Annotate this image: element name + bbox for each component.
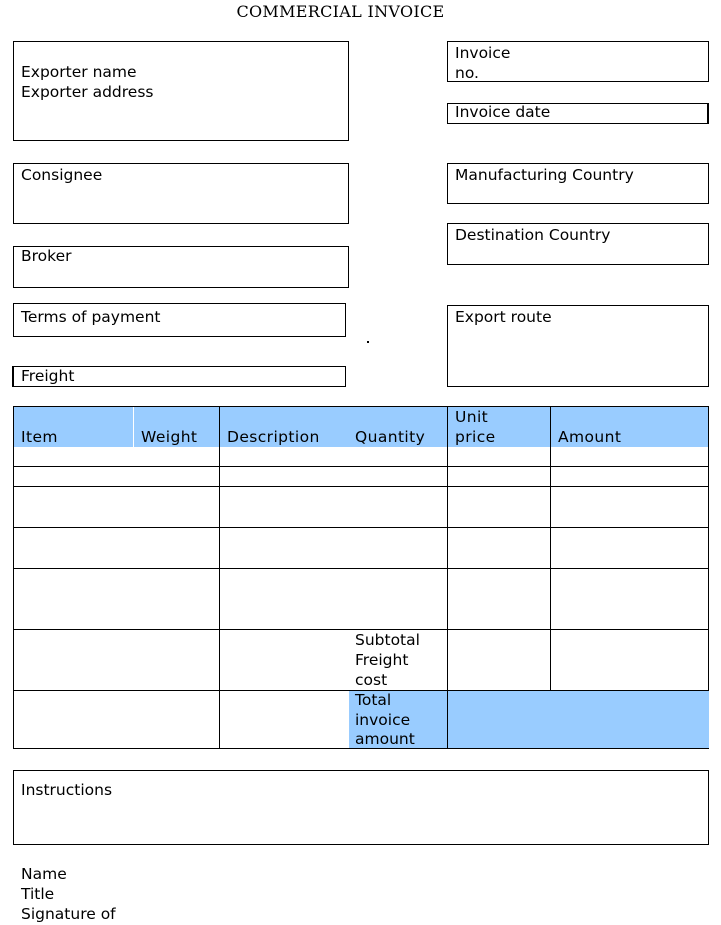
broker-box[interactable] <box>13 246 349 288</box>
table-left-border <box>13 406 14 749</box>
export-route-box[interactable] <box>447 305 709 387</box>
column-header-description: Description <box>227 428 320 446</box>
col-line <box>550 406 551 691</box>
table-right-border <box>708 406 709 691</box>
subtotal-freight-label: Subtotal Freight cost <box>355 631 420 689</box>
col-line <box>219 406 220 749</box>
total-invoice-amount-label: Total invoice amount <box>355 691 415 748</box>
table-top-border <box>13 406 709 407</box>
manufacturing-country-box[interactable] <box>447 163 709 204</box>
instructions-label: Instructions <box>21 781 113 799</box>
invoice-no-box[interactable] <box>447 41 709 82</box>
terms-of-payment-box[interactable] <box>13 303 346 337</box>
column-header-weight: Weight <box>141 428 198 446</box>
consignee-label: Consignee <box>21 166 103 184</box>
invoice-date-box[interactable] <box>447 103 709 124</box>
signature-block: Name Title Signature of <box>21 865 116 923</box>
consignee-box[interactable] <box>13 163 349 224</box>
export-route-label: Export route <box>455 308 552 326</box>
exporter-box[interactable] <box>13 41 349 141</box>
broker-label: Broker <box>21 247 72 265</box>
instructions-box[interactable] <box>13 770 709 845</box>
invoice-no-label: Invoice no. <box>455 44 511 82</box>
row-line <box>13 527 709 528</box>
destination-country-label: Destination Country <box>455 226 611 244</box>
destination-country-box[interactable] <box>447 223 709 265</box>
row-line <box>13 466 709 467</box>
row-line <box>13 568 709 569</box>
terms-of-payment-label: Terms of payment <box>21 308 161 326</box>
column-header-unit-price: Unit price <box>455 408 496 446</box>
invoice-date-label: Invoice date <box>455 103 551 121</box>
stray-dot <box>367 341 369 343</box>
column-header-quantity: Quantity <box>355 428 426 446</box>
column-header-amount: Amount <box>558 428 622 446</box>
exporter-label: Exporter name Exporter address <box>21 63 154 101</box>
header-separator <box>133 406 134 447</box>
row-line <box>13 486 709 487</box>
column-header-item: Item <box>21 428 58 446</box>
page-title: COMMERCIAL INVOICE <box>236 2 445 21</box>
manufacturing-country-label: Manufacturing Country <box>455 166 634 184</box>
col-line <box>447 406 448 749</box>
freight-label: Freight <box>21 367 75 385</box>
freight-box[interactable] <box>12 366 346 387</box>
